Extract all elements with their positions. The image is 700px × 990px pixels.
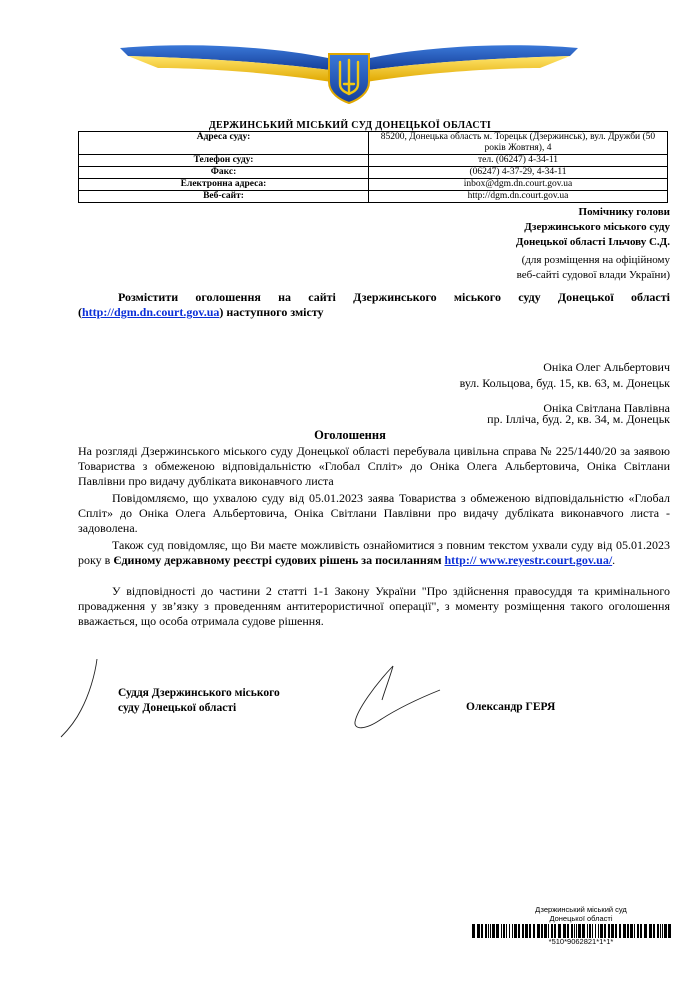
note-line: веб-сайті судової влади України) <box>516 269 670 281</box>
announcement-p2: Повідомляємо, що ухвалою суду від 05.01.2023 заява Товариства з обмеженою відповідальністю «Глобал Спліт» до Оніка Олега Альбертовича, Оніка Світлани Павлівни про видачу дубліката виконавчого листа - задоволена. <box>78 491 670 535</box>
phone-value: тел. (06247) 4-34-11 <box>369 155 668 167</box>
announcement-p3 <box>78 538 670 568</box>
recipient-address: пр. Ілліча, буд. 2, кв. 34, м. Донецьк <box>487 412 670 426</box>
barcode-bar <box>576 924 577 938</box>
barcode-bar <box>488 924 489 938</box>
barcode-bar <box>627 924 629 938</box>
barcode-caption-line: Дзержинський міський суд <box>535 905 627 914</box>
barcode-bar <box>644 924 647 938</box>
barcode-bar <box>558 924 561 938</box>
p3-end: . <box>612 553 616 567</box>
barcode-bar <box>623 924 626 938</box>
barcode-bar <box>653 924 655 938</box>
barcode-bar <box>472 924 475 938</box>
barcode-bar <box>608 924 610 938</box>
signature-mark <box>55 655 105 740</box>
announcement-title: Оголошення <box>314 428 386 442</box>
website-label: Веб-сайт: <box>79 191 369 203</box>
publication-note <box>517 253 670 283</box>
barcode-bar <box>548 924 549 938</box>
addressee-line: Дзержинського міського суду <box>524 221 670 233</box>
barcode-bar <box>501 924 502 938</box>
table-row <box>79 155 668 167</box>
barcode-bar <box>657 924 659 938</box>
barcode-bar <box>506 924 507 938</box>
barcode-bar <box>522 924 524 938</box>
barcode-bar <box>503 924 505 938</box>
barcode-bar <box>574 924 575 938</box>
barcode-bar <box>660 924 661 938</box>
addressee-block <box>516 205 670 250</box>
barcode <box>472 924 672 938</box>
barcode-bar <box>554 924 556 938</box>
table-row <box>79 191 668 203</box>
court-name-heading: ДЕРЖИНСЬКИЙ МІСЬКИЙ СУД ДОНЕЦЬКОЇ ОБЛАСТІ <box>208 120 492 131</box>
barcode-bar <box>490 924 491 938</box>
barcode-bar <box>477 924 480 938</box>
barcode-bar <box>544 924 547 938</box>
judge-title-line: суду Донецької області <box>118 702 237 714</box>
barcode-bar <box>589 924 591 938</box>
reyestr-link[interactable]: http:// www.reyestr.court.gov.ua/ <box>444 553 613 567</box>
barcode-bar <box>481 924 483 938</box>
addressee-line: Донецької області Ільчову С.Д. <box>515 236 670 248</box>
website-value: http://dgm.dn.court.gov.ua <box>369 191 668 203</box>
table-row <box>79 132 668 155</box>
barcode-caption-line: Донецької області <box>549 914 613 923</box>
instruction-text-end: ) наступного змісту <box>219 305 324 319</box>
judge-name: Олександр ГЕРЯ <box>466 701 556 713</box>
barcode-bar <box>649 924 652 938</box>
barcode-bar <box>525 924 528 938</box>
judge-title-line: Суддя Дзержинського міського <box>118 687 280 699</box>
addressee-line: Помічнику голови <box>578 206 670 218</box>
barcode-bar <box>541 924 543 938</box>
barcode-bar <box>595 924 596 938</box>
email-label: Електронна адреса: <box>79 179 369 191</box>
barcode-bar <box>619 924 621 938</box>
barcode-bar <box>496 924 499 938</box>
barcode-bar <box>578 924 581 938</box>
barcode-bar <box>563 924 566 938</box>
barcode-bar <box>582 924 585 938</box>
barcode-bar <box>592 924 593 938</box>
barcode-caption <box>496 905 666 923</box>
barcode-bar <box>567 924 569 938</box>
judge-title <box>118 686 280 716</box>
barcode-bar <box>634 924 635 938</box>
table-row <box>79 179 668 191</box>
barcode-bar <box>492 924 495 938</box>
note-line: (для розміщення на офіційному <box>521 254 670 266</box>
barcode-bar <box>551 924 553 938</box>
p3-bold-text: Єдиному державному реєстрі судових рішень за посиланням <box>113 553 442 567</box>
recipient-1 <box>460 359 670 391</box>
barcode-bar <box>537 924 540 938</box>
barcode-bar <box>587 924 588 938</box>
instruction-paragraph <box>78 290 670 320</box>
instruction-text: Розмістити оголошення на сайті Дзержинського міського суду Донецької області ( <box>78 290 670 319</box>
barcode-number: *510*9062821*1*1* <box>548 937 614 946</box>
barcode-bar <box>637 924 639 938</box>
barcode-bar <box>668 924 671 938</box>
barcode-bar <box>533 924 535 938</box>
fax-label: Факс: <box>79 167 369 179</box>
barcode-bar <box>662 924 663 938</box>
coat-of-arms-emblem <box>118 40 580 104</box>
recipient-2 <box>487 403 670 425</box>
barcode-bar <box>640 924 642 938</box>
barcode-bar <box>529 924 531 938</box>
barcode-bar <box>514 924 517 938</box>
handwritten-signature <box>335 660 450 735</box>
recipient-name: Оніка Олег Альбертович <box>543 360 670 374</box>
court-site-link[interactable]: http://dgm.dn.court.gov.ua <box>82 305 220 319</box>
barcode-bar <box>571 924 573 938</box>
barcode-bar <box>600 924 603 938</box>
barcode-bar <box>611 924 614 938</box>
barcode-bar <box>664 924 667 938</box>
fax-value: (06247) 4-37-29, 4-34-11 <box>369 167 668 179</box>
barcode-bar <box>630 924 633 938</box>
barcode-bar <box>615 924 617 938</box>
p3-text: Також суд повідомляє, що Ви маєте можливість ознайомитися з повним текстом ухвали суду від 05.01.2023 року в <box>78 538 670 567</box>
recipient-address: вул. Кольцова, буд. 15, кв. 63, м. Донецьк <box>459 376 670 390</box>
barcode-bar <box>598 924 599 938</box>
court-contacts-table <box>78 131 668 203</box>
phone-label: Телефон суду: <box>79 155 369 167</box>
barcode-bar <box>485 924 487 938</box>
address-value: 85200, Донецька область м. Торецьк (Дзержинськ), вул. Дружби (50 років Жовтня), 4 <box>369 132 668 155</box>
address-label: Адреса суду: <box>79 132 369 155</box>
barcode-bar <box>518 924 520 938</box>
barcode-bar <box>512 924 513 938</box>
table-row <box>79 167 668 179</box>
announcement-p4: У відповідності до частини 2 статті 1-1 Закону України "Про здійснення правосуддя та кримінального провадження у зв’язку з проведенням антитерористичної операції", з моменту розміщення такого оголошення вважається, що особа отримала судове рішення. <box>78 584 670 628</box>
recipient-name: Оніка Світлана Павлівна <box>543 401 670 415</box>
announcement-p1: На розгляді Дзержинського міського суду Донецької області перебувала цивільна справа № 225/1440/20 за заявою Товариства з обмеженою відповідальністю «Глобал Спліт» до Оніка Олега Альбертовича, Оніка Світлани Павлівни про видачу дубліката виконавчого листа <box>78 444 670 488</box>
barcode-bar <box>509 924 510 938</box>
email-value: inbox@dgm.dn.court.gov.ua <box>369 179 668 191</box>
barcode-bar <box>604 924 606 938</box>
